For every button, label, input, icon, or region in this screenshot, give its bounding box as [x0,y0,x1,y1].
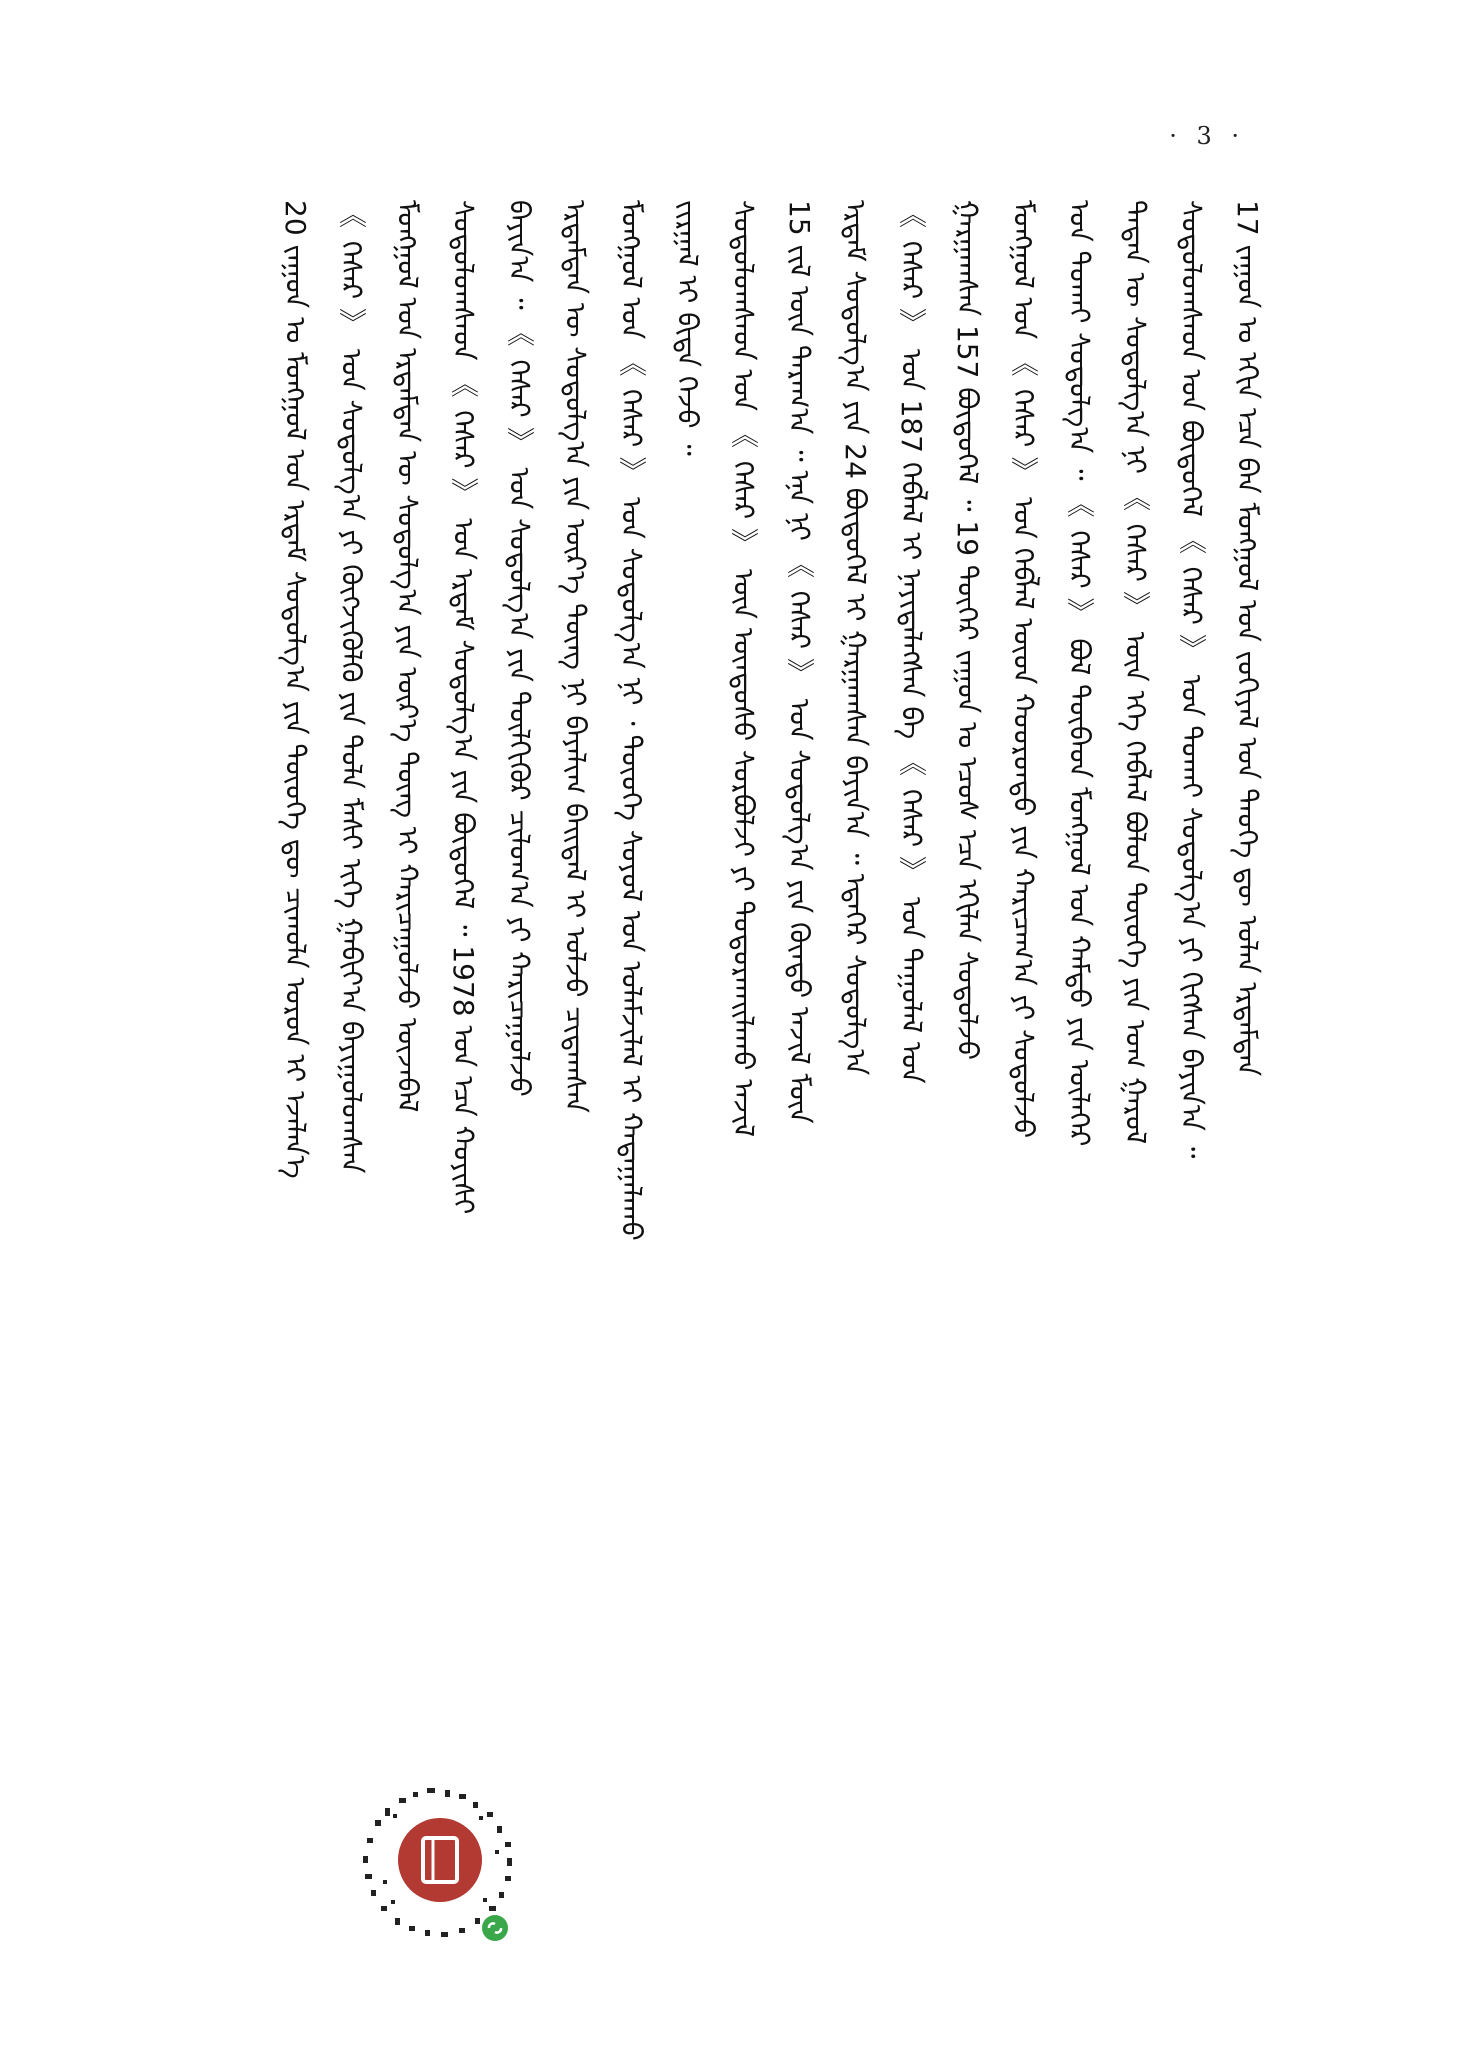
text-line: ᠲᠡᠳᠡᠨ ᠦ ᠰᠤᠳᠤᠯᠭ᠎ᠠ ᠨᠢ 《 ᠭᠡᠰᠡᠷ 》 ᠦᠨ ᠡᠬᠡ ᠬᠡᠪᠯᠡᠯ ᠪᠣᠯᠤᠨ ᠲᠦᠦᠬᠡ ᠶᠢᠨ ᠤᠭ ᠭᠠᠷᠤᠯ [1119,200,1152,1145]
text-line: ᠰᠤᠳᠤᠯᠤᠭᠰᠠᠳ ᠤᠨ 《 ᠭᠡᠰᠡᠷ 》 ᠦᠨ ᠦᠨᠳᠦᠰᠦ ᠰᠤᠷᠪᠤᠯᠵᠢ ᠶᠢ ᠲᠣᠳᠤᠷᠬᠠᠢᠯᠠᠬᠤ ᠠᠵᠢᠯ [727,200,760,1137]
vertical-text-block [218,200,1268,1920]
logo-circle [398,1818,482,1902]
text-line: ᠵᠢᠷᠭᠠᠯ ᠢ ᠪᠢᠳᠡ ᠭᠡᠵᠦ ᠃ [671,200,704,456]
page-number: · 3 · [1169,122,1245,150]
text-line: ᠤᠨ ᠲᠤᠬᠠᠢ ᠰᠤᠳᠤᠯᠭ᠎ᠠ ᠃ 《 ᠭᠡᠰᠡᠷ 》 ᠪᠣᠯ ᠲᠦᠪᠡᠳ ᠮᠣᠩᠭᠣᠯ ᠤᠨ ᠬᠠᠮᠲᠤ ᠶᠢᠨ ᠦᠯᠡᠭᠡᠷ [1063,200,1096,1147]
text-line: ᠮᠣᠩᠭᠣᠯ ᠤᠨ ᠡᠷᠳᠡᠮᠲᠡᠨ ᠦ ᠰᠤᠳᠤᠯᠭ᠎ᠠ ᠶᠢᠨ ᠦᠷ᠎ᠡ ᠳᠦᠩ ᠢ ᠬᠠᠷᠢᠴᠠᠭᠤᠯᠵᠤ ᠦᠵᠡᠪᠡᠯ [391,200,424,1113]
text-line: 17 ᠵᠠᠭᠤᠨ ᠤ ᠡᠬᠢᠨ ᠡᠴᠡ ᠪᠡᠨ ᠮᠣᠩᠭᠣᠯ ᠤᠨ ᠵᠤᠬᠢᠶᠠᠯ ᠤᠨ ᠲᠡᠤᠬᠡ ᠳᠦ ᠣᠯᠠᠨ ᠡᠷᠳᠡᠮᠲᠡᠨ [1231,200,1264,1077]
text-line: 15 ᠵᠢᠯ ᠦᠨ ᠳᠠᠷᠠᠭ᠎ᠠ ᠃ ᠡᠨᠡ ᠨᠢ 《 ᠭᠡᠰᠡᠷ 》 ᠤᠨ ᠰᠤᠳᠤᠯᠭ᠎ᠠ ᠶᠢᠨ ᠬᠦᠨᠳᠦ ᠠᠵᠢᠯ ᠮᠥᠨ [783,200,816,1124]
text-line: ᠡᠷᠳᠡᠮ ᠰᠤᠳᠤᠯᠭ᠎ᠠ ᠶᠢᠨ 24 ᠪᠦᠲᠦᠭᠡᠯ ᠢ ᠭᠠᠷᠭᠠᠭᠰᠠᠨ ᠪᠠᠶᠢᠨ᠎ᠠ ᠃ ᠡᠳᠡᠭᠡᠷ ᠰᠤᠳᠤᠯᠭ᠎ᠠ [839,200,872,1076]
text-line: ᠮᠣᠩᠭᠣᠯ ᠤᠨ 《 ᠭᠡᠰᠡᠷ 》 ᠤᠨ ᠬᠡᠪᠯᠡᠯ ᠦᠳ ᠬᠣᠣᠷᠣᠨᠳᠤ ᠶᠢᠨ ᠬᠠᠷᠢᠴᠠᠭ᠎ᠠ ᠶᠢ ᠰᠤᠳᠤᠯᠵᠤ [1007,200,1040,1139]
text-line: ᠰᠤᠳᠤᠯᠤᠭᠰᠠᠳ 《 ᠭᠡᠰᠡᠷ 》 ᠤᠨ ᠡᠷᠳᠡᠮ ᠰᠤᠳᠤᠯᠭ᠎ᠠ ᠶᠢᠨ ᠪᠦᠲᠦᠭᠡᠯ ᠃ 1978 ᠣᠨ ᠡᠴᠡ ᠬᠣᠶᠢᠰᠢ [447,200,480,1215]
link-badge-icon [482,1915,508,1941]
text-line: ᠪᠠᠶᠢᠨ᠎ᠠ ᠃ 《 ᠭᠡᠰᠡᠷ 》 ᠤᠨ ᠰᠤᠳᠤᠯᠭ᠎ᠠ ᠶᠢᠨ ᠲᠦᠯᠬᠢᠭᠦᠷ ᠴᠢᠯᠤᠭ᠎ᠠ ᠶᠢ ᠬᠠᠷᠢᠴᠠᠭᠤᠯᠵᠤ [503,200,536,1097]
text-line: 《 ᠭᠡᠰᠡᠷ 》 ᠤᠨ 187 ᠬᠡᠪᠯᠡᠯ ᠢ ᠨᠡᠶᠢᠲᠡᠯᠡᠭᠰᠡᠨ ᠪᠠ 《 ᠭᠡᠰᠡᠷ 》 ᠤᠨ ᠳᠠᠭᠤᠯᠠᠯ ᠤᠨ [895,200,928,1084]
text-line: 《 ᠭᠡᠰᠡᠷ 》 ᠤᠨ ᠰᠤᠳᠤᠯᠭ᠎ᠠ ᠶᠢ ᠬᠦᠭᠵᠢᠭᠦᠯᠬᠦ ᠶᠢᠨ ᠲᠤᠯᠠ ᠮᠠᠰᠢ ᠢᠬᠡ ᠭᠠᠪᠢᠶ᠎ᠠ ᠪᠠᠶᠢᠭᠤᠯᠤᠭᠰᠠᠨ [335,200,368,1174]
text-line: ᠮᠣᠩᠭᠣᠯ ᠤᠨ 《 ᠭᠡᠰᠡᠷ 》 ᠤᠨ ᠰᠤᠳᠤᠯᠭ᠎ᠠ ᠨᠢ ᠂ ᠲᠦᠦᠬᠡ ᠰᠤᠶᠤᠯ ᠤᠨ ᠤᠯᠠᠮᠵᠢᠯᠠᠯ ᠢ ᠬᠠᠳᠠᠭᠠᠯᠠᠬᠤ [615,200,648,1241]
text-line: ᠰᠤᠳᠤᠯᠤᠭᠰᠠᠳ ᠤᠨ ᠪᠦᠲᠦᠭᠡᠯ 《 ᠭᠡᠰᠡᠷ 》 ᠤᠨ ᠲᠤᠬᠠᠢ ᠰᠤᠳᠤᠯᠭ᠎ᠠ ᠶᠢ ᠬᠢᠭᠰᠡᠨ ᠪᠠᠶᠢᠨ᠎ᠠ ᠃ [1175,200,1208,1159]
text-line: ᠭᠠᠷᠭᠠᠭᠰᠠᠨ 157 ᠪᠦᠲᠦᠭᠡᠯ ᠃ 19 ᠳᠦᠭᠡᠷ ᠵᠠᠭᠤᠨ ᠤ ᠡᠴᠦᠰ ᠡᠴᠡ ᠡᠬᠢᠯᠡᠨ ᠰᠤᠳᠤᠯᠵᠤ [951,200,984,1061]
qr-code-icon[interactable] [355,1780,525,1950]
text-line: ᠡᠷᠳᠡᠮᠲᠡᠨ ᠦ ᠰᠤᠳᠤᠯᠭ᠎ᠠ ᠶᠢᠨ ᠦᠷ᠎ᠡ ᠳᠦᠩ ᠨᠢ ᠪᠠᠶᠠᠯᠢᠭ ᠪᠠᠢᠳᠠᠯ ᠢ ᠣᠯᠵᠤ ᠴᠢᠳᠠᠭᠰᠠᠨ [559,200,592,1113]
text-line: 20 ᠵᠠᠭᠤᠨ ᠤ ᠮᠣᠩᠭᠣᠯ ᠤᠨ ᠡᠷᠳᠡᠮ ᠰᠤᠳᠤᠯᠭ᠎ᠠ ᠶᠢᠨ ᠲᠦᠦᠬᠡ ᠳᠦ ᠴᠢᠬᠤᠯᠠ ᠤᠷᠤᠨ ᠢ ᠡᠵᠡᠯᠡᠨ᠎ᠡ [279,200,312,1179]
